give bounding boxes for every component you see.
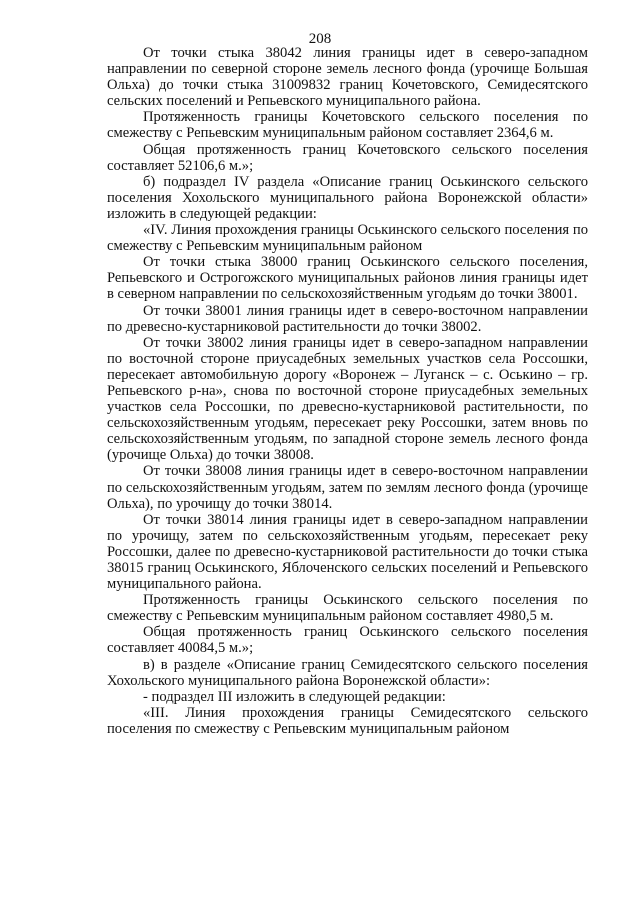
paragraph: Общая протяженность границ Оськинского сельского поселения составляет 40084,5 м.»; <box>107 624 588 657</box>
page-number: 208 <box>308 31 332 47</box>
paragraph: От точки 38014 линия границы идет в северо-западном направлении по урочищу, затем по сельскохозяйственным угодьям, пересекает реку Россошки, далее по древесно-кустарниковой растительности до точки стыка 38015 границ Оськинского, Яблоченского сельских поселений и Репьевского муниципального района. <box>107 511 588 593</box>
paragraph: б) подраздел IV раздела «Описание границ Оськинского сельского поселения Хохольского муниципального района Воронежской области» изложить в следующей редакции: <box>107 173 588 222</box>
paragraph: От точки стыка 38000 границ Оськинского сельского поселения, Репьевского и Острогожского муниципальных районов линия границы идет в северном направлении по сельскохозяйственным угодьям до точки 38001. <box>107 254 588 303</box>
paragraph: От точки 38008 линия границы идет в северо-восточном направлении по сельскохозяйственным угодьям, затем по землям лесного фонда (урочище Ольха), по урочищу до точки 38014. <box>107 463 588 512</box>
paragraph: От точки 38002 линия границы идет в северо-западном направлении по восточной стороне приусадебных земельных участков села Россошки, пересекает автомобильную дорогу «Воронеж – Луганск – с. Оськино – гр. Репьевского р-на», снова по восточной стороне приусадебных земельных участков села Россошки, по древесно-кустарниковой растительности, по сельскохозяйственным угодьям, пересекает реку Россошки, затем вновь по сельскохозяйственным угодьям, по западной стороне земель лесного фонда (урочище Ольха) до точки 38008. <box>107 334 588 464</box>
paragraph: Протяженность границы Кочетовского сельского поселения по смежеству с Репьевским муниципальным районом составляет 2364,6 м. <box>107 109 588 142</box>
paragraph: От точки 38001 линия границы идет в северо-восточном направлении по древесно-кустарниковой растительности до точки 38002. <box>107 302 588 335</box>
paragraph: Общая протяженность границ Кочетовского сельского поселения составляет 52106,6 м.»; <box>107 141 588 174</box>
paragraph: - подраздел III изложить в следующей редакции: <box>143 688 446 705</box>
paragraph: в) в разделе «Описание границ Семидесятского сельского поселения Хохольского муниципального района Воронежской области»: <box>107 656 588 689</box>
document-body <box>107 45 588 737</box>
paragraph: От точки стыка 38042 линия границы идет в северо-западном направлении по северной стороне земель лесного фонда (урочище Большая Ольха) до точки стыка 31009832 границ Кочетовского, Семидесятского сельских поселений и Репьевского муниципального района. <box>107 45 588 110</box>
section-heading: «IV. Линия прохождения границы Оськинского сельского поселения по смежеству с Репьевским муниципальным районом <box>107 222 588 255</box>
section-heading: «III. Линия прохождения границы Семидесятского сельского поселения по смежеству с Репьевским муниципальным районом <box>107 704 588 737</box>
paragraph: Протяженность границы Оськинского сельского поселения по смежеству с Репьевским муниципальным районом составляет 4980,5 м. <box>107 592 588 625</box>
